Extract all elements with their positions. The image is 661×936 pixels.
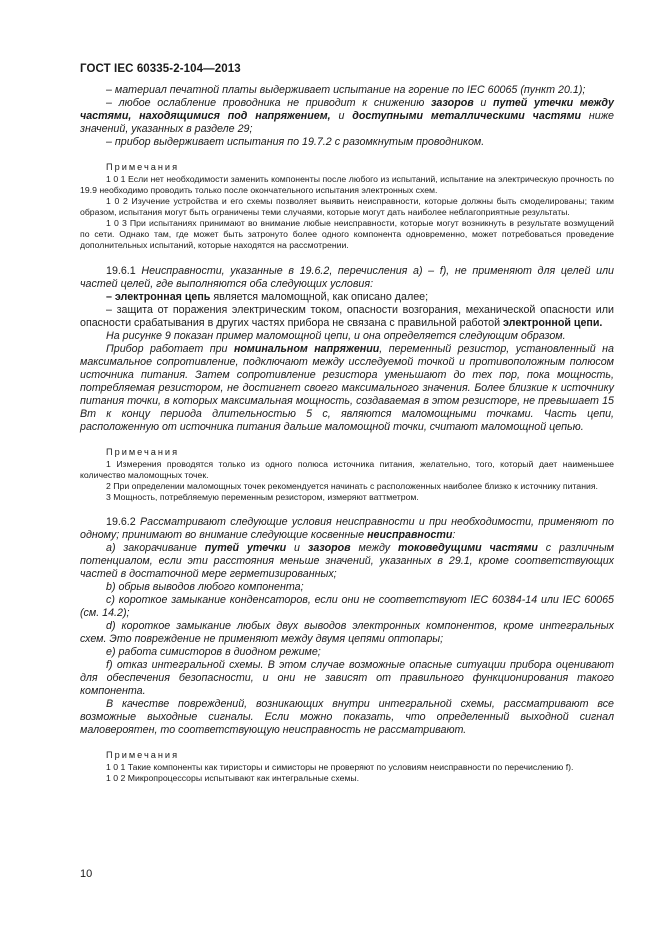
note-2-3: 3 Мощность, потребляемую переменным резистором, измеряют ваттметром.	[106, 492, 419, 502]
top-item-3: – прибор выдерживает испытания по 19.7.2 с разомкнутым проводником.	[106, 136, 485, 148]
document-header: ГОСТ IEC 60335-2-104—2013	[80, 63, 241, 75]
clause-19-6-2-item-b: b) обрыв выводов любого компонента;	[106, 581, 304, 593]
clause-19-6-1-cond-2: – защита от поражения электрическим током, опасности возгорания, механической опасности или опасности срабатывания в других частях прибора не связана с правильной работой электронной цепи.	[80, 304, 614, 329]
note-1-102: 1 0 2 Изучение устройства и его схемы позволяет выявить неисправности, которые должны быть смоделированы; таким образом, испытания могут быть ограничены теми случаями, которые могут дать наиболее неблагоприятные результаты.	[80, 196, 614, 217]
clause-19-6-1-cond-1: – электронная цепь является маломощной, как описано далее;	[106, 291, 429, 303]
note-1-101: 1 0 1 Если нет необходимости заменить компоненты после любого из испытаний, испытание на электрическую прочность по 19.9 необходимо проводить только после окончательного испытания электронных схем.	[80, 174, 614, 195]
note-3-102: 1 0 2 Микропроцессоры испытывают как интегральные схемы.	[106, 773, 360, 783]
page-number: 10	[80, 868, 93, 880]
notes-heading-3: Примечания	[106, 750, 180, 760]
clause-19-6-2-item-a: а) закорачивание путей утечки и зазоров между токоведущими частями с различным потенциалом, если эти расстояния меньше значений, указанных в 29.1, кроме соответствующих частей в достаточной мере герметизированных;	[80, 542, 614, 580]
top-item-2: – любое ослабление проводника не приводит к снижению зазоров и путей утечки между частями, находящимися под напряжением, и доступными металлическими частями ниже значений, указанных в разделе 29;	[80, 97, 614, 135]
clause-19-6-2-ic-failures: В качестве повреждений, возникающих внутри интегральной схемы, рассматривают все возможные выходные сигналы. Если можно показать, что определенный выходной сигнал маловероятен, то соответствующую неисправность не рассматривают.	[80, 698, 614, 736]
clause-19-6-2-item-e: e) работа симисторов в диодном режиме;	[106, 646, 321, 658]
clause-19-6-1-intro: 19.6.1 Неисправности, указанные в 19.6.2, перечисления а) – f), не применяют для целей или частей целей, где выполняются оба следующих условия:	[80, 265, 614, 290]
notes-heading-2: Примечания	[106, 447, 180, 457]
clause-19-6-2-intro: 19.6.2 Рассматривают следующие условия неисправности и при необходимости, применяют по одному; принимают во внимание следующие косвенные неисправности:	[80, 516, 614, 541]
notes-heading-1: Примечания	[106, 162, 180, 172]
clause-19-6-2-item-d: d) короткое замыкание любых двух выводов электронных компонентов, кроме интегральных схем. Это повреждение не применяют между двумя цепями оптопары;	[80, 620, 614, 645]
clause-19-6-2-item-c: c) короткое замыкание конденсаторов, если они не соответствуют IEC 60384-14 или IEC 60065 (см. 14.2);	[80, 594, 614, 619]
top-item-1: – материал печатной платы выдерживает испытание на горение по IEC 60065 (пункт 20.1);	[106, 84, 586, 96]
note-3-101: 1 0 1 Такие компоненты как тиристоры и симисторы не проверяют по условиям неисправности по перечислению f).	[106, 762, 574, 772]
document-body	[80, 84, 614, 784]
clause-19-6-1-definition: Прибор работает при номинальном напряжении, переменный резистор, установленный на максимальное сопротивление, подключают между исследуемой точкой и противоположным полюсом источника питания. Затем сопротивление резистора уменьшают до тех пор, пока мощность, потребляемая резистором, не достигнет своего максимального значения. Более близкие к источнику питания точки, в которых максимальная мощность, создаваемая в этом резисторе, не превышает 15 Вт к концу периода длительностью 5 с, являются маломощными точками. Часть цепи, расположенную от источника питания дальше маломощной точки, считают маломощной цепью.	[80, 343, 614, 433]
note-2-2: 2 При определении маломощных точек рекомендуется начинать с расположенных наиболее близко к источнику питания.	[106, 481, 598, 491]
clause-19-6-1-figure-ref: На рисунке 9 показан пример маломощной цепи, и она определяется следующим образом.	[106, 330, 566, 342]
clause-19-6-2-item-f: f) отказ интегральной схемы. В этом случае возможные опасные ситуации прибора оценивают для обеспечения безопасности, и они не зависят от правильного функционирования такого компонента.	[80, 659, 614, 697]
note-1-103: 1 0 3 При испытаниях принимают во внимание любые неисправности, которые могут возникнуть в результате возмущений по сети. Однако там, где может быть затронуто более одного компонента одновременно, может потребоваться проведение дополнительных испытаний, которые находятся на рассмотрении.	[80, 218, 614, 250]
note-2-1: 1 Измерения проводятся только из одного полюса источника питания, желательно, того, который дает наименьшее количество маломощных точек.	[80, 459, 614, 480]
